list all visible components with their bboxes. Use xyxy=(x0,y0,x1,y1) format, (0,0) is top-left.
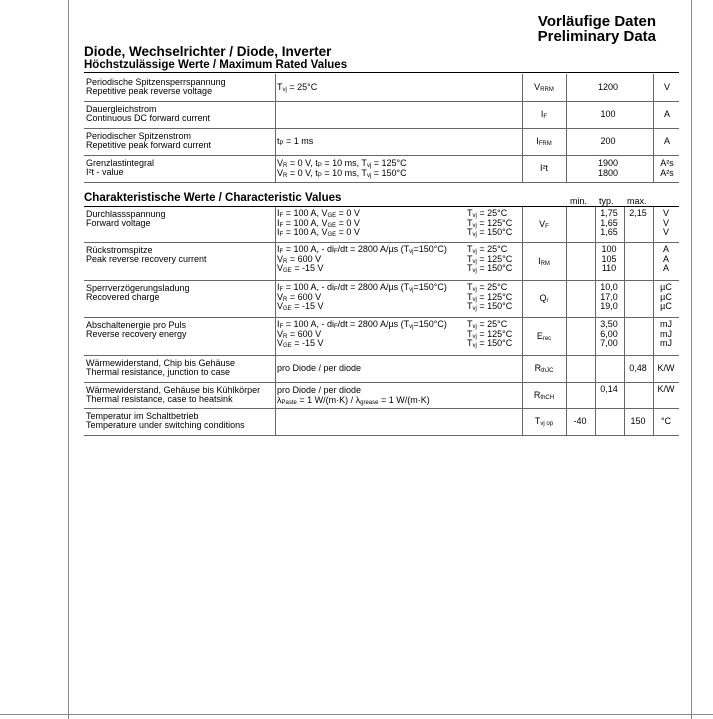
table1-col-divider xyxy=(653,74,654,182)
table2-row-rule xyxy=(84,317,679,318)
unit: µC xyxy=(660,301,672,312)
condition-text: $I_F = 100$ A, - $di_F/dt = 2800$ A/µs $(T_{vj}=150^\circ C)$ xyxy=(277,244,447,255)
param-name-en: Peak reverse recovery current xyxy=(86,254,207,264)
typ-value: 100 xyxy=(601,244,617,254)
value: 1200 xyxy=(597,82,619,92)
unit: V xyxy=(662,227,669,238)
table1-row-rule xyxy=(84,128,679,129)
header-title-de: Vorläufige Daten xyxy=(537,13,656,30)
max-value: 150 xyxy=(630,416,646,426)
condition-text: pro Diode / per diode xyxy=(277,363,362,373)
condition-text: $V_R = 600$ V xyxy=(277,291,322,303)
unit: A²s xyxy=(660,167,674,178)
unit: µC xyxy=(660,282,672,292)
condition-text: $t_P = 1$ ms xyxy=(277,136,314,147)
header-title-en: Preliminary Data xyxy=(537,28,656,45)
max-rated-title: Höchstzulässige Werte / Maximum Rated Values xyxy=(84,59,348,71)
table2-col-divider xyxy=(522,207,523,435)
page-border-right xyxy=(691,0,692,719)
param-name-de: Periodische Spitzensperrspannung xyxy=(86,77,226,87)
table2-row-rule xyxy=(84,280,679,281)
param-name-de: Sperrverzögerungsladung xyxy=(86,283,190,293)
typ-value: 0,14 xyxy=(600,384,618,394)
junction-temp: $T_{vj} = 150^\circ C$ xyxy=(467,301,513,313)
value: 1800 xyxy=(597,167,619,178)
col-typ-header: typ. xyxy=(599,196,614,206)
table1-top-rule xyxy=(84,72,679,73)
condition-text: $I_F = 100$ A, - $di_F/dt = 2800$ A/µs $(T_{vj}=150^\circ C)$ xyxy=(277,319,447,330)
param-name-de: Wärmewiderstand, Chip bis Gehäuse xyxy=(86,358,236,368)
unit: A xyxy=(662,253,669,264)
junction-temp: $T_{vj} = 150^\circ C$ xyxy=(467,338,513,350)
table1-col-divider xyxy=(522,74,523,182)
table2-col-divider xyxy=(566,207,567,435)
value: 1900 xyxy=(597,158,619,168)
condition-text: $V_R = 600$ V xyxy=(277,253,322,265)
typ-value: 7,00 xyxy=(600,338,618,349)
col-min-header: min. xyxy=(570,196,588,206)
param-name-en: Repetitive peak forward current xyxy=(86,140,212,150)
condition-text: $V_R = 600$ V xyxy=(277,328,322,340)
condition-text: $V_R = 0$ V, $t_P = 10$ ms, $T_{vj} = 150^\circ C$ xyxy=(277,167,407,179)
unit: °C xyxy=(660,416,672,426)
symbol: $T_{vj op}$ xyxy=(534,416,554,427)
col-max-header: max. xyxy=(627,196,647,206)
unit: V xyxy=(662,208,669,218)
table1-col-divider xyxy=(566,74,567,182)
param-name-de: Temperatur im Schaltbetrieb xyxy=(86,411,199,421)
table2-top-rule xyxy=(84,206,679,207)
unit: A xyxy=(662,244,669,254)
unit: µC xyxy=(660,291,672,302)
typ-value: 1,75 xyxy=(600,208,618,218)
condition-text: $I_F = 100$ A, - $di_F/dt = 2800$ A/µs $(T_{vj}=150^\circ C)$ xyxy=(277,282,447,293)
param-name-en: Reverse recovery energy xyxy=(86,329,187,339)
table2-col-divider xyxy=(595,207,596,435)
unit: A xyxy=(663,109,670,119)
value: 100 xyxy=(600,109,616,119)
param-name-de: Durchlassspannung xyxy=(86,209,166,219)
junction-temp: $T_{vj} = 25^\circ C$ xyxy=(467,244,508,255)
typ-value: 3,50 xyxy=(600,319,618,329)
junction-temp: $T_{vj} = 125^\circ C$ xyxy=(467,291,513,303)
table2-col-divider xyxy=(275,207,276,435)
symbol: I²t xyxy=(540,163,548,173)
condition-text: $I_F = 100$ A, $V_{GE} = 0$ V xyxy=(277,208,360,219)
typ-value: 19,0 xyxy=(600,301,618,312)
unit: K/W xyxy=(657,363,675,373)
value: 200 xyxy=(600,136,616,146)
table1-row-rule xyxy=(84,101,679,102)
unit: mJ xyxy=(660,338,672,349)
condition-text: $\lambda_{Paste} = 1$ $W/(m\cdot K) / \lambda_{grease} = 1$ W/(m·K) xyxy=(277,394,430,406)
table1-col-divider xyxy=(275,74,276,182)
unit: A²s xyxy=(660,158,674,168)
condition-text: $V_{GE} = -15$ V xyxy=(277,301,324,313)
table2-row-rule xyxy=(84,435,679,436)
typ-value: 6,00 xyxy=(600,328,618,339)
table2-row-rule xyxy=(84,242,679,243)
unit: V xyxy=(662,217,669,228)
typ-value: 1,65 xyxy=(600,227,618,238)
unit: A xyxy=(662,263,669,274)
junction-temp: $T_{vj} = 25^\circ C$ xyxy=(467,282,508,293)
table1-row-rule xyxy=(84,182,679,183)
unit: mJ xyxy=(660,319,672,329)
table2-row-rule xyxy=(84,355,679,356)
param-name-de: Grenzlastintegral xyxy=(86,158,155,168)
unit: K/W xyxy=(657,384,675,394)
min-value: -40 xyxy=(573,416,587,426)
condition-text: $V_R = 0$ V, $t_P = 10$ ms, $T_{vj} = 125^\circ C$ xyxy=(277,158,407,169)
symbol: $Q_r$ xyxy=(539,293,549,304)
condition-text: $V_{GE} = -15$ V xyxy=(277,263,324,275)
table2-row-rule xyxy=(84,382,679,383)
table1-row-rule xyxy=(84,155,679,156)
symbol: $I_F$ xyxy=(540,109,548,120)
junction-temp: $T_{vj} = 25^\circ C$ xyxy=(467,319,508,330)
typ-value: 1,65 xyxy=(600,217,618,228)
param-name-de: Wärmewiderstand, Gehäuse bis Kühlkörper xyxy=(86,385,261,395)
param-name-en: I²t - value xyxy=(86,167,124,177)
param-name-en: Thermal resistance, case to heatsink xyxy=(86,394,233,404)
param-name-de: Dauergleichstrom xyxy=(86,104,157,114)
typ-value: 10,0 xyxy=(600,282,618,292)
typ-value: 105 xyxy=(601,253,617,264)
symbol: $I_{FRM}$ xyxy=(536,136,552,147)
condition-text: $T_{vj} = 25^\circ C$ xyxy=(277,82,318,93)
table2-col-divider xyxy=(624,207,625,435)
junction-temp: $T_{vj} = 125^\circ C$ xyxy=(467,328,513,340)
typ-value: 110 xyxy=(601,263,617,274)
junction-temp: $T_{vj} = 125^\circ C$ xyxy=(467,217,513,229)
unit: A xyxy=(663,136,670,146)
symbol: $R_{thCH}$ xyxy=(533,389,555,401)
page-border-bottom xyxy=(0,714,713,715)
symbol: $I_{RM}$ xyxy=(538,255,550,267)
param-name-en: Repetitive peak reverse voltage xyxy=(86,86,213,96)
param-name-en: Thermal resistance, junction to case xyxy=(86,367,231,377)
symbol: $V_{RRM}$ xyxy=(534,82,554,93)
param-name-en: Forward voltage xyxy=(86,218,151,228)
table2-row-rule xyxy=(84,408,679,409)
symbol: $R_{thJC}$ xyxy=(534,363,554,374)
condition-text: $I_F = 100$ A, $V_{GE} = 0$ V xyxy=(277,227,360,239)
section-title: Diode, Wechselrichter / Diode, Inverter xyxy=(84,44,332,59)
table2-col-divider xyxy=(653,207,654,435)
param-name-de: Abschaltenergie pro Puls xyxy=(86,320,187,330)
condition-text: $I_F = 100$ A, $V_{GE} = 0$ V xyxy=(277,217,360,229)
param-name-de: Rückstromspitze xyxy=(86,245,153,255)
symbol: $V_F$ xyxy=(539,218,549,230)
junction-temp: $T_{vj} = 150^\circ C$ xyxy=(467,263,513,275)
param-name-en: Continuous DC forward current xyxy=(86,113,211,123)
max-value: 2,15 xyxy=(629,208,647,218)
unit: mJ xyxy=(660,328,672,339)
symbol: $E_{rec}$ xyxy=(536,330,552,342)
param-name-en: Temperature under switching conditions xyxy=(86,420,245,430)
max-value: 0,48 xyxy=(629,363,647,373)
typ-value: 17,0 xyxy=(600,291,618,302)
junction-temp: $T_{vj} = 150^\circ C$ xyxy=(467,227,513,239)
page-border-left xyxy=(68,0,69,719)
condition-text: pro Diode / per diode xyxy=(277,385,362,395)
junction-temp: $T_{vj} = 125^\circ C$ xyxy=(467,253,513,265)
junction-temp: $T_{vj} = 25^\circ C$ xyxy=(467,208,508,219)
param-name-en: Recovered charge xyxy=(86,292,160,302)
param-name-de: Periodischer Spitzenstrom xyxy=(86,131,192,141)
condition-text: $V_{GE} = -15$ V xyxy=(277,338,324,350)
unit: V xyxy=(663,82,670,92)
char-values-title: Charakteristische Werte / Characteristic Values xyxy=(84,192,342,204)
